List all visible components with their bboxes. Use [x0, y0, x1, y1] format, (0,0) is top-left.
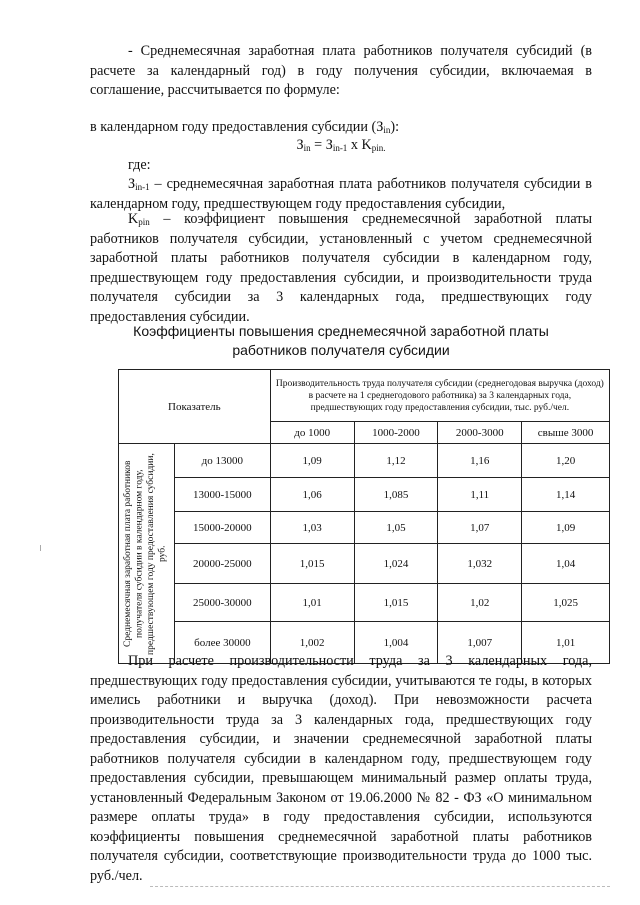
coefficient-cell: 1,085 [354, 478, 438, 512]
caption-line-1: Коэффициенты повышения среднемесячной заработной платы [133, 323, 549, 339]
coefficient-cell: 1,03 [270, 512, 354, 544]
table-caption [90, 322, 592, 360]
column-header: 2000-3000 [438, 422, 522, 444]
definition-z: $З_{in-1}$ – среднемесячная заработная плата работников получателя субсидии в календарном году, предшествующем году предоставления субсидии, [90, 176, 592, 212]
coefficients-table [118, 369, 610, 664]
coefficient-cell: 1,007 [438, 622, 522, 664]
intro-paragraph: - Среднемесячная заработная плата работников получателя субсидий (в расчете за календарный год) в году получения субсидии, включаемая в соглашение, рассчитывается по формуле: [90, 43, 592, 98]
indicator-header: Показатель [119, 370, 271, 444]
table-row [119, 512, 610, 544]
row-label: более 30000 [174, 622, 270, 664]
side-label-cell [119, 444, 175, 664]
column-header: свыше 3000 [522, 422, 610, 444]
side-label: Среднемесячная заработная плата работников получателя субсидии в календарном году, предшествующем году предоставления субсидии, руб. [123, 452, 168, 655]
column-header: до 1000 [270, 422, 354, 444]
caption-line-2: работников получателя субсидии [232, 342, 450, 358]
coefficient-cell: 1,032 [438, 544, 522, 584]
table-row [119, 478, 610, 512]
table-row [119, 584, 610, 622]
closing-paragraph: При расчете производительности труда за 3 календарных года, предшествующих году предоставления субсидии, учитываются те годы, в которых имелись работники и выручка (доход). При невозможности расчета производительности труда за 3 календарных года, предшествующих году предоставления субсидии, и значении среднемесячной заработной платы работников получателя субсидии в календарном году, предшествующем году предоставления субсидии, превышающем минимальный размер оплаты труда, установленный Федеральным Законом от 19.06.2000 № 82 - ФЗ «О минимальном размере оплаты труда» в году предоставления субсидии, используются коэффициенты повышения среднемесячной заработной платы работников получателя субсидии, соответствующие производительности труда до 1000 тыс. руб./чел. [90, 653, 592, 884]
table-row [119, 544, 610, 584]
coefficient-cell: 1,02 [438, 584, 522, 622]
productivity-header: Производительность труда получателя субсидии (среднегодовая выручка (доход) в расчете на 1 среднегодового работника) за 3 календарных года, предшествующих году предоставления субсидии, тыс. руб./чел. [270, 370, 609, 422]
coefficient-cell: 1,015 [270, 544, 354, 584]
table-row [119, 444, 610, 478]
coefficient-cell: 1,002 [270, 622, 354, 664]
coefficient-cell: 1,01 [270, 584, 354, 622]
coefficient-cell: 1,11 [438, 478, 522, 512]
definition-k: $K_{pin}$ – коэффициент повышения среднемесячной заработной платы работников получателя субсидии, установленный с учетом среднемесячной заработной платы работников получателя субсидии в календарном году, предшествующем году предоставления субсидии, и производительности труда получателя субсидии за 3 календарных года, предшествующих году предоставления субсидии. [90, 211, 592, 325]
row-label: 13000-15000 [174, 478, 270, 512]
row-label: до 13000 [174, 444, 270, 478]
coefficient-cell: 1,015 [354, 584, 438, 622]
coefficient-cell: 1,20 [522, 444, 610, 478]
coefficient-cell: 1,16 [438, 444, 522, 478]
row-label: 15000-20000 [174, 512, 270, 544]
coefficient-cell: 1,06 [270, 478, 354, 512]
formula: $З_{in} = З_{in-1}$ x $K_{pin.}$ [296, 137, 386, 153]
column-header: 1000-2000 [354, 422, 438, 444]
coefficient-cell: 1,05 [354, 512, 438, 544]
coefficient-cell: 1,024 [354, 544, 438, 584]
coefficient-cell: 1,01 [522, 622, 610, 664]
row-label: 25000-30000 [174, 584, 270, 622]
where-label: где: [128, 157, 151, 173]
margin-mark [40, 545, 41, 551]
coefficient-cell: 1,025 [522, 584, 610, 622]
coefficient-cell: 1,09 [270, 444, 354, 478]
footer-divider [150, 886, 610, 887]
coefficient-cell: 1,12 [354, 444, 438, 478]
coefficient-cell: 1,004 [354, 622, 438, 664]
calc-line: в календарном году предоставления субсидии $(З_{in})$: [90, 119, 400, 135]
coefficient-cell: 1,04 [522, 544, 610, 584]
coefficient-cell: 1,09 [522, 512, 610, 544]
coefficient-cell: 1,07 [438, 512, 522, 544]
row-label: 20000-25000 [174, 544, 270, 584]
coefficient-cell: 1,14 [522, 478, 610, 512]
table-header-row [119, 370, 610, 422]
